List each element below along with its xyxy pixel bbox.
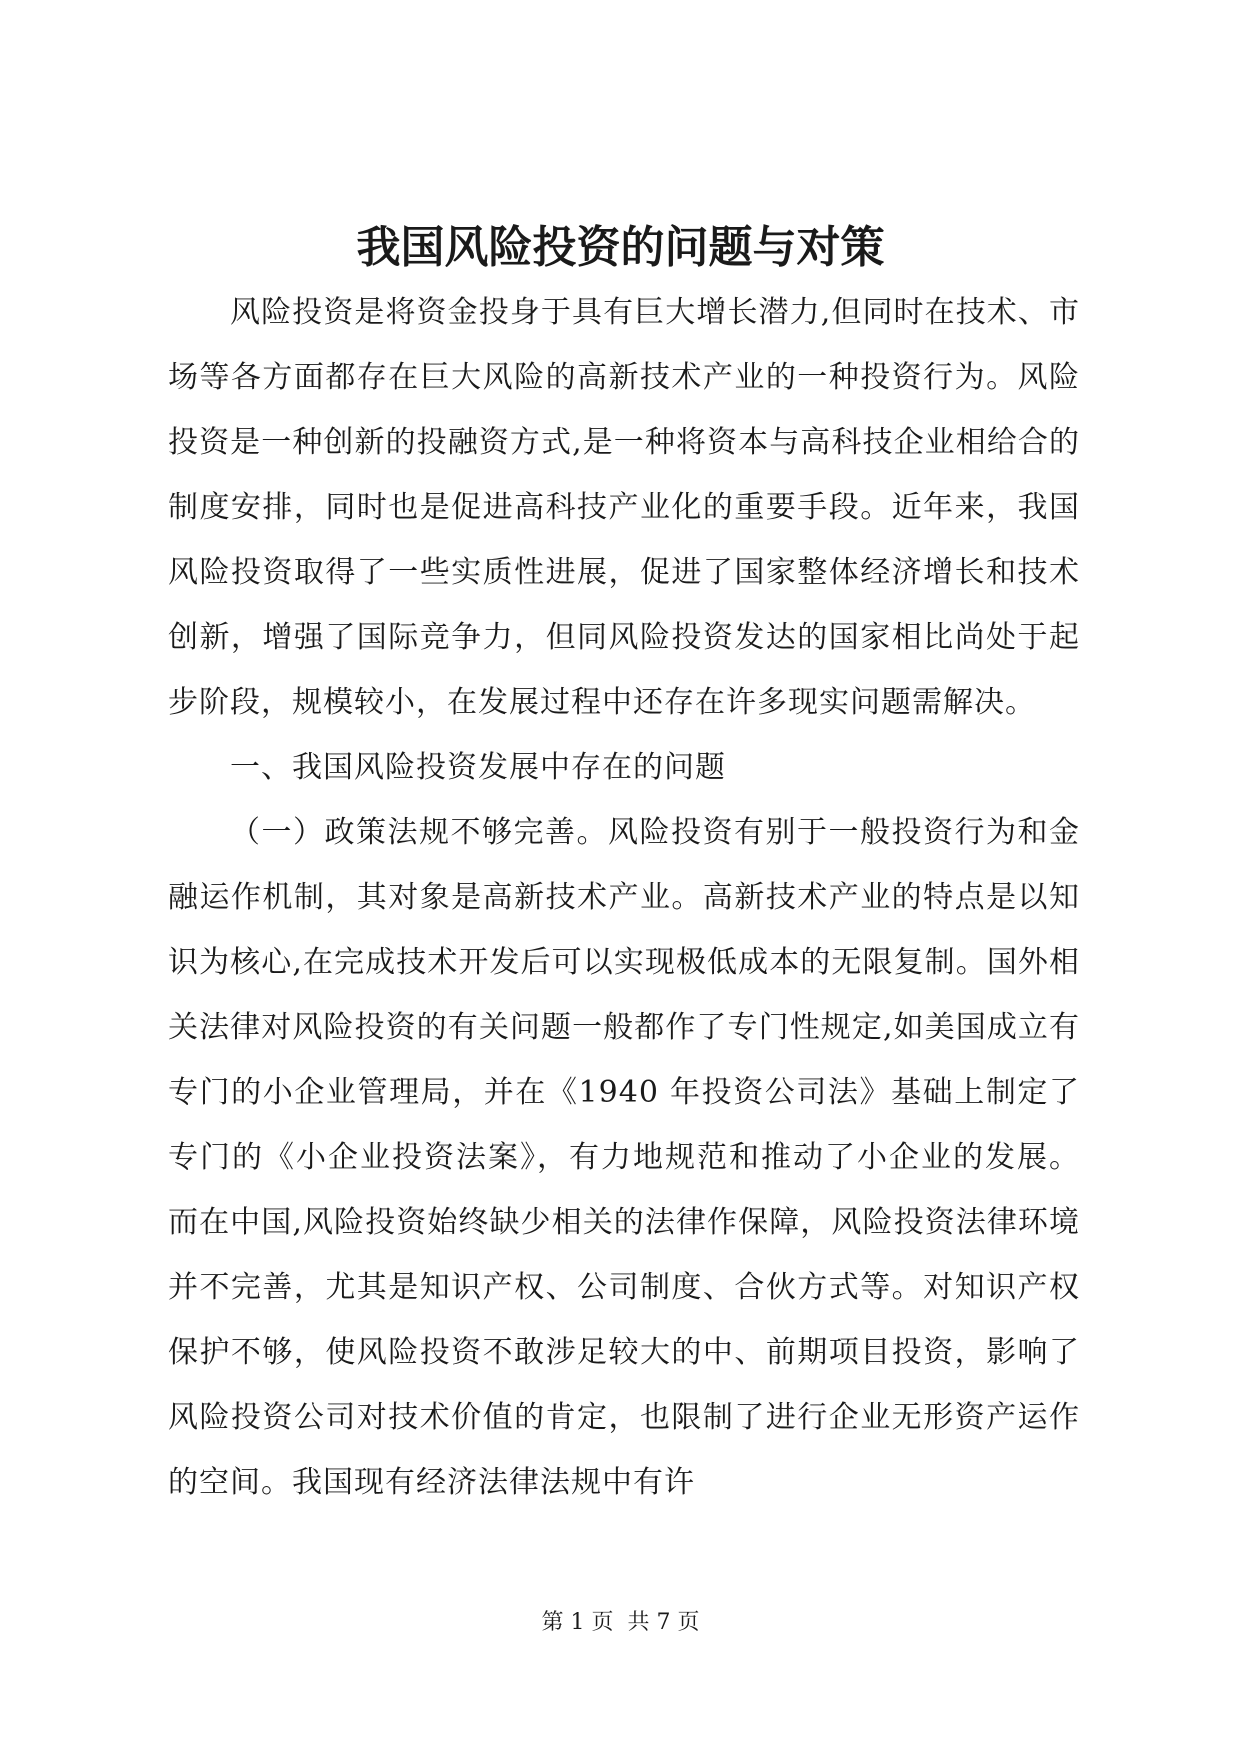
page-footer bbox=[0, 1608, 1241, 1638]
intro-paragraph: 风险投资是将资金投身于具有巨大增长潜力,但同时在技术、市场等各方面都存在巨大风险的高新技术产业的一种投资行为。风险投资是一种创新的投融资方式,是一种将资本与高科技企业相给合的制度安排，同时也是促进高科技产业化的重要手段。近年来，我国风险投资取得了一些实质性进展，促进了国家整体经济增长和技术创新，增强了国际竞争力，但同风险投资发达的国家相比尚处于起步阶段，规模较小，在发展过程中还存在许多现实问题需解决。 bbox=[168, 295, 1080, 720]
section-paragraph: （一）政策法规不够完善。风险投资有别于一般投资行为和金融运作机制，其对象是高新技术产业。高新技术产业的特点是以知识为核心,在完成技术开发后可以实现极低成本的无限复制。国外相关法律对风险投资的有关问题一般都作了专门性规定,如美国成立有专门的小企业管理局，并在《1940 年投资公司法》基础上制定了专门的《小企业投资法案》，有力地规范和推动了小企业的发展。而在中国,风险投资始终缺少相关的法律作保障，风险投资法律环境并不完善，尤其是知识产权、公司制度、合伙方式等。对知识产权保护不够，使风险投资不敢涉足较大的中、前期项目投资，影响了风险投资公司对技术价值的肯定，也限制了进行企业无形资产运作的空间。我国现有经济法律法规中有许 bbox=[168, 815, 1080, 1500]
section-heading: 一、我国风险投资发展中存在的问题 bbox=[230, 750, 726, 785]
document-body bbox=[168, 280, 1080, 1515]
document-title: 我国风险投资的问题与对策 bbox=[356, 222, 885, 273]
page-number-label: 第 1 页 共 7 页 bbox=[541, 1610, 700, 1635]
